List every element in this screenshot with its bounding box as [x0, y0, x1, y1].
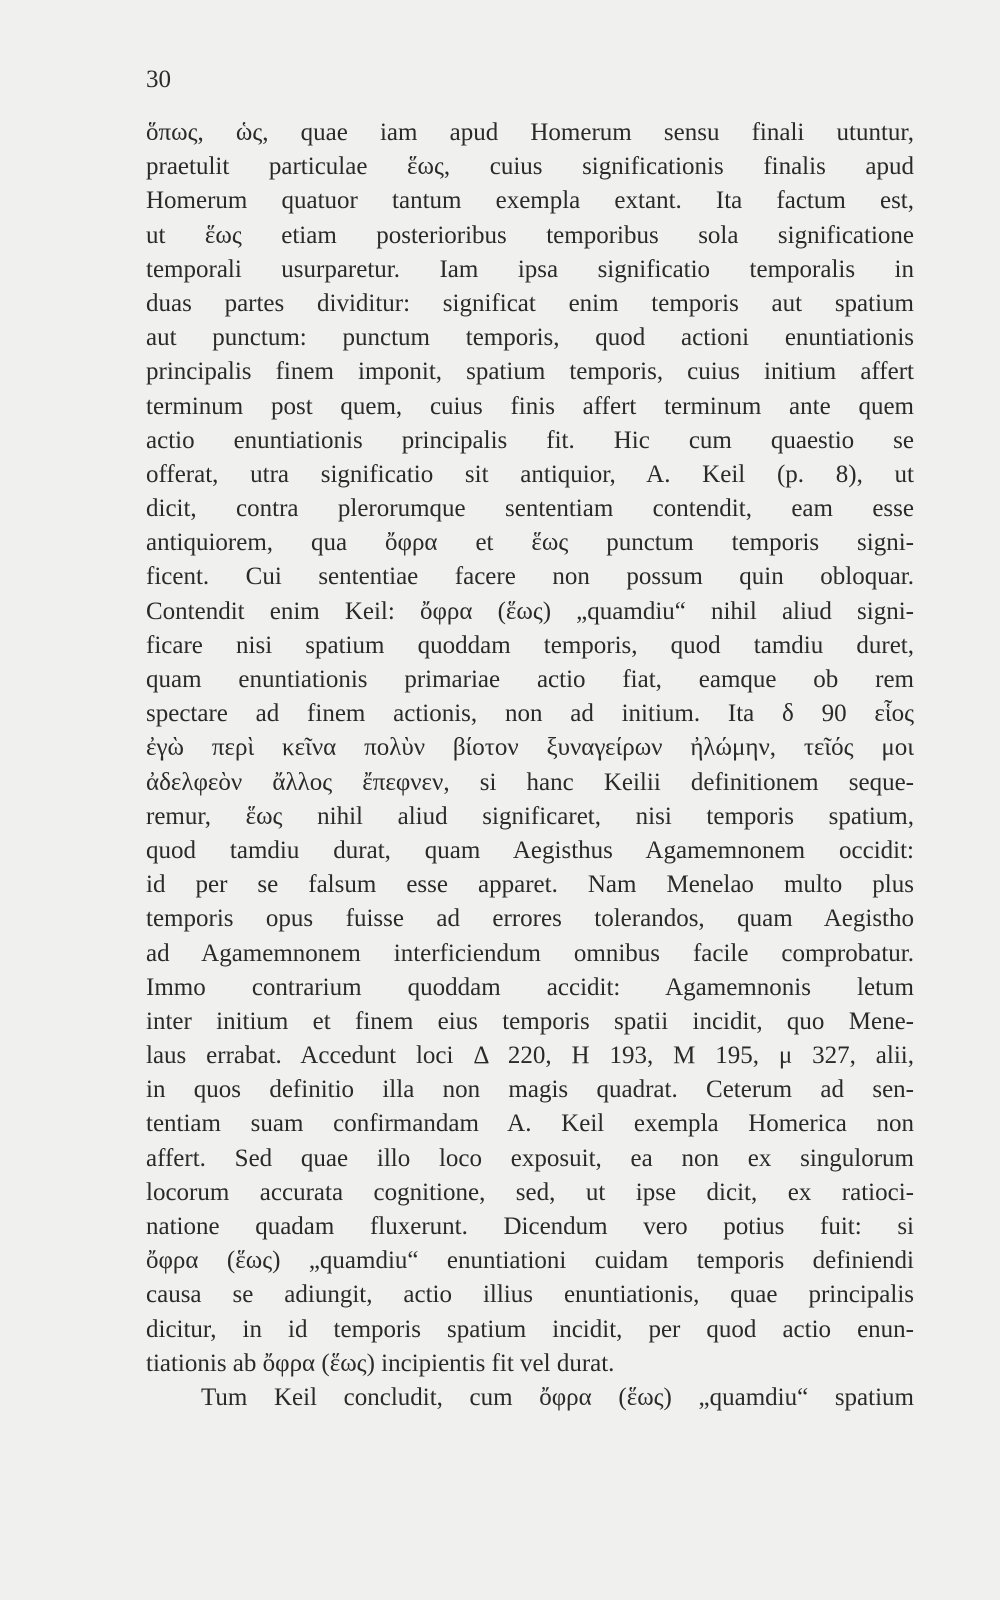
- text-line: praetulit particulae ἕως, cuius significationis finalis apud: [146, 153, 914, 181]
- text-line: ficare nisi spatium quoddam temporis, quod tamdiu duret,: [146, 631, 914, 659]
- text-line: aut punctum: punctum temporis, quod actioni enuntiationis: [146, 324, 914, 352]
- text-line: Homerum quatuor tantum exempla extant. Ita factum est,: [146, 187, 914, 215]
- text-line: id per se falsum esse apparet. Nam Menelao multo plus: [146, 871, 914, 899]
- page-number: 30: [146, 66, 171, 93]
- text-line: ad Agamemnonem interficiendum omnibus facile comprobatur.: [146, 939, 914, 967]
- text-line: Contendit enim Keil: ὄφρα (ἕως) „quamdiu“ nihil aliud signi-: [146, 597, 914, 625]
- body-text: [146, 116, 914, 1415]
- text-line: principalis finem imponit, spatium temporis, cuius initium affert: [146, 358, 914, 386]
- text-line: antiquiorem, qua ὄφρα et ἕως punctum temporis signi-: [146, 529, 914, 557]
- text-line: ut ἕως etiam posterioribus temporibus sola significatione: [146, 221, 914, 249]
- text-line: temporis opus fuisse ad errores tolerandos, quam Aegistho: [146, 905, 914, 933]
- text-line: Immo contrarium quoddam accidit: Agamemnonis letum: [146, 973, 914, 1001]
- text-line: quod tamdiu durat, quam Aegisthus Agamemnonem occidit:: [146, 836, 914, 864]
- text-line: locorum accurata cognitione, sed, ut ipse dicit, ex ratioci-: [146, 1178, 914, 1206]
- text-line: Tum Keil concludit, cum ὄφρα (ἕως) „quamdiu“ spatium: [201, 1383, 914, 1411]
- text-line: ficent. Cui sententiae facere non possum quin obloquar.: [146, 563, 914, 591]
- text-line: causa se adiungit, actio illius enuntiationis, quae principalis: [146, 1281, 914, 1309]
- text-line: temporali usurparetur. Iam ipsa significatio temporalis in: [146, 255, 914, 283]
- text-line: spectare ad finem actionis, non ad initium. Ita δ 90 εἷος: [146, 700, 914, 728]
- text-line: terminum post quem, cuius finis affert terminum ante quem: [146, 392, 914, 420]
- text-line: natione quadam fluxerunt. Dicendum vero potius fuit: si: [146, 1213, 914, 1240]
- text-line: dicit, contra plerorumque sententiam contendit, eam esse: [146, 495, 914, 523]
- text-line: affert. Sed quae illo loco exposuit, ea non ex singulorum: [146, 1144, 914, 1172]
- text-line: actio enuntiationis principalis fit. Hic cum quaestio se: [146, 426, 914, 454]
- text-line: duas partes dividitur: significat enim temporis aut spatium: [146, 289, 914, 317]
- text-line: ἀδελφεὸν ἄλλος ἔπεφνεν, si hanc Keilii definitionem seque-: [146, 768, 914, 796]
- text-line: tentiam suam confirmandam A. Keil exempla Homerica non: [146, 1110, 914, 1138]
- text-line: offerat, utra significatio sit antiquior, A. Keil (p. 8), ut: [146, 460, 914, 488]
- text-line: laus errabat. Accedunt loci Δ 220, Η 193, Μ 195, μ 327, alii,: [146, 1042, 914, 1070]
- text-line: quam enuntiationis primariae actio fiat, eamque ob rem: [146, 666, 914, 693]
- text-line: ὅπως, ὡς, quae iam apud Homerum sensu finali utuntur,: [146, 119, 914, 146]
- text-line: dicitur, in id temporis spatium incidit, per quod actio enun-: [146, 1315, 914, 1343]
- text-line: ἐγὼ περὶ κεῖνα πολὺν βίοτον ξυναγείρων ἠλώμην, τεῖός μοι: [146, 734, 914, 762]
- text-line: tiationis ab ὄφρα (ἕως) incipientis fit vel durat.: [146, 1349, 615, 1377]
- text-line: inter initium et finem eius temporis spatii incidit, quo Mene-: [146, 1007, 914, 1035]
- text-line: in quos definitio illa non magis quadrat. Ceterum ad sen-: [146, 1076, 914, 1104]
- text-line: ὄφρα (ἕως) „quamdiu“ enuntiationi cuidam temporis definiendi: [146, 1247, 914, 1275]
- text-line: remur, ἕως nihil aliud significaret, nisi temporis spatium,: [146, 802, 914, 830]
